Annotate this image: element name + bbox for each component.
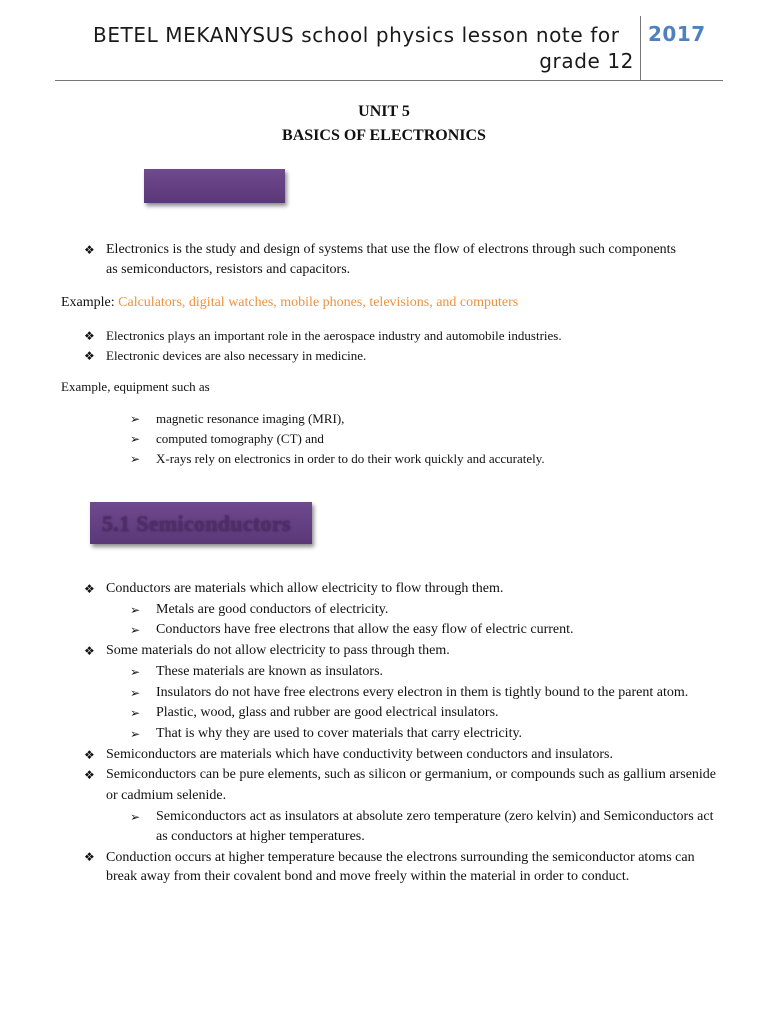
header-divider-vertical [640,16,641,80]
item-text: Conductors have free electrons that allow the easy flow of electric current. [156,622,574,638]
arrow-bullet-icon: ➢ [130,706,141,721]
list-item [130,429,716,449]
item-text: Conduction occurs at higher temperature because the electrons surrounding the semiconductor atoms can break away from their covalent bond and move freely within the material in order to conduct. [106,850,695,885]
arrow-bullet-icon: ➢ [130,412,141,426]
header-year: 2017 [648,22,706,46]
item-text: Semiconductors can be pure elements, such as silicon or germanium, or compounds such as gallium arsenide or cadmium selenide. [106,767,717,804]
list-item [84,765,721,806]
header-divider-horizontal [55,80,723,81]
definition-text: Electronics is the study and design of systems that use the flow of electrons through such components as semiconductors, resistors and capacitors. [106,242,677,277]
equipment-text: magnetic resonance imaging (MRI), [156,411,345,426]
arrow-bullet-icon: ➢ [130,432,141,446]
list-item [130,683,721,704]
example-line [61,293,721,313]
list-item [130,409,716,429]
arrow-bullet-icon: ➢ [130,452,141,466]
list-item [84,745,721,766]
list-item [130,662,721,683]
arrow-bullet-icon: ➢ [130,602,141,617]
list-item [130,703,721,724]
item-text: That is why they are used to cover materials that carry electricity. [156,725,523,741]
item-text: Insulators do not have free electrons every electron in them is tightly bound to the parent atom. [156,684,689,700]
item-text: Semiconductors are materials which have conductivity between conductors and insulators. [106,746,613,762]
list-item [84,346,706,366]
equipment-text: computed tomography (CT) and [156,431,324,446]
list-item [130,449,716,469]
arrow-bullet-icon: ➢ [130,685,141,700]
intro-bullet-text: Electronics plays an important role in the aerospace industry and automobile industries. [106,328,562,343]
list-item [130,724,721,745]
example-equipment-label: Example, equipment such as [61,379,210,394]
header-title-line1: BETEL MEKANYSUS school physics lesson note for [93,23,620,47]
item-text: These materials are known as insulators. [156,663,384,679]
semiconductor-list [84,579,721,886]
equipment-text: X-rays rely on electronics in order to do their work quickly and accurately. [156,451,545,466]
diamond-bullet-icon: ❖ [84,349,95,363]
list-item [84,641,721,662]
intro-heading-box [144,169,285,203]
diamond-bullet-icon: ❖ [84,747,95,762]
diamond-bullet-icon: ❖ [84,329,95,343]
diamond-bullet-icon: ❖ [84,768,95,783]
list-item [130,620,721,641]
diamond-bullet-icon: ❖ [84,644,95,659]
item-text: Some materials do not allow electricity to pass through them. [106,643,450,659]
example-label: Example: [61,295,115,310]
item-text: Semiconductors act as insulators at absolute zero temperature (zero kelvin) and Semiconductors act as conductors at higher temperatures. [156,808,714,845]
section-heading-box [90,502,312,544]
list-item [84,579,721,600]
unit-title: BASICS OF ELECTRONICS [282,127,486,144]
diamond-bullet-icon: ❖ [84,582,95,596]
arrow-bullet-icon: ➢ [130,809,141,824]
list-item [130,807,721,848]
list-item [130,600,721,621]
diamond-bullet-icon: ❖ [84,243,95,257]
list-item [84,326,706,346]
section-heading: 5.1 Semiconductors [102,511,291,536]
equipment-list [130,409,716,469]
item-text: Metals are good conductors of electricity. [156,601,389,617]
arrow-bullet-icon: ➢ [130,664,141,679]
header-title [60,22,634,74]
diamond-bullet-icon: ❖ [84,850,95,865]
definition-item [84,240,686,280]
arrow-bullet-icon: ➢ [130,726,141,741]
unit-number: UNIT 5 [358,103,410,120]
item-text: Conductors are materials which allow electricity to flow through them. [106,581,504,596]
header-title-line2: grade 12 [539,49,634,73]
example-text: Calculators, digital watches, mobile phones, televisions, and computers [118,295,519,310]
arrow-bullet-icon: ➢ [130,623,141,638]
list-item [84,848,721,886]
item-text: Plastic, wood, glass and rubber are good electrical insulators. [156,705,499,721]
intro-bullet-text: Electronic devices are also necessary in medicine. [106,348,367,363]
intro-bullets [84,326,706,366]
